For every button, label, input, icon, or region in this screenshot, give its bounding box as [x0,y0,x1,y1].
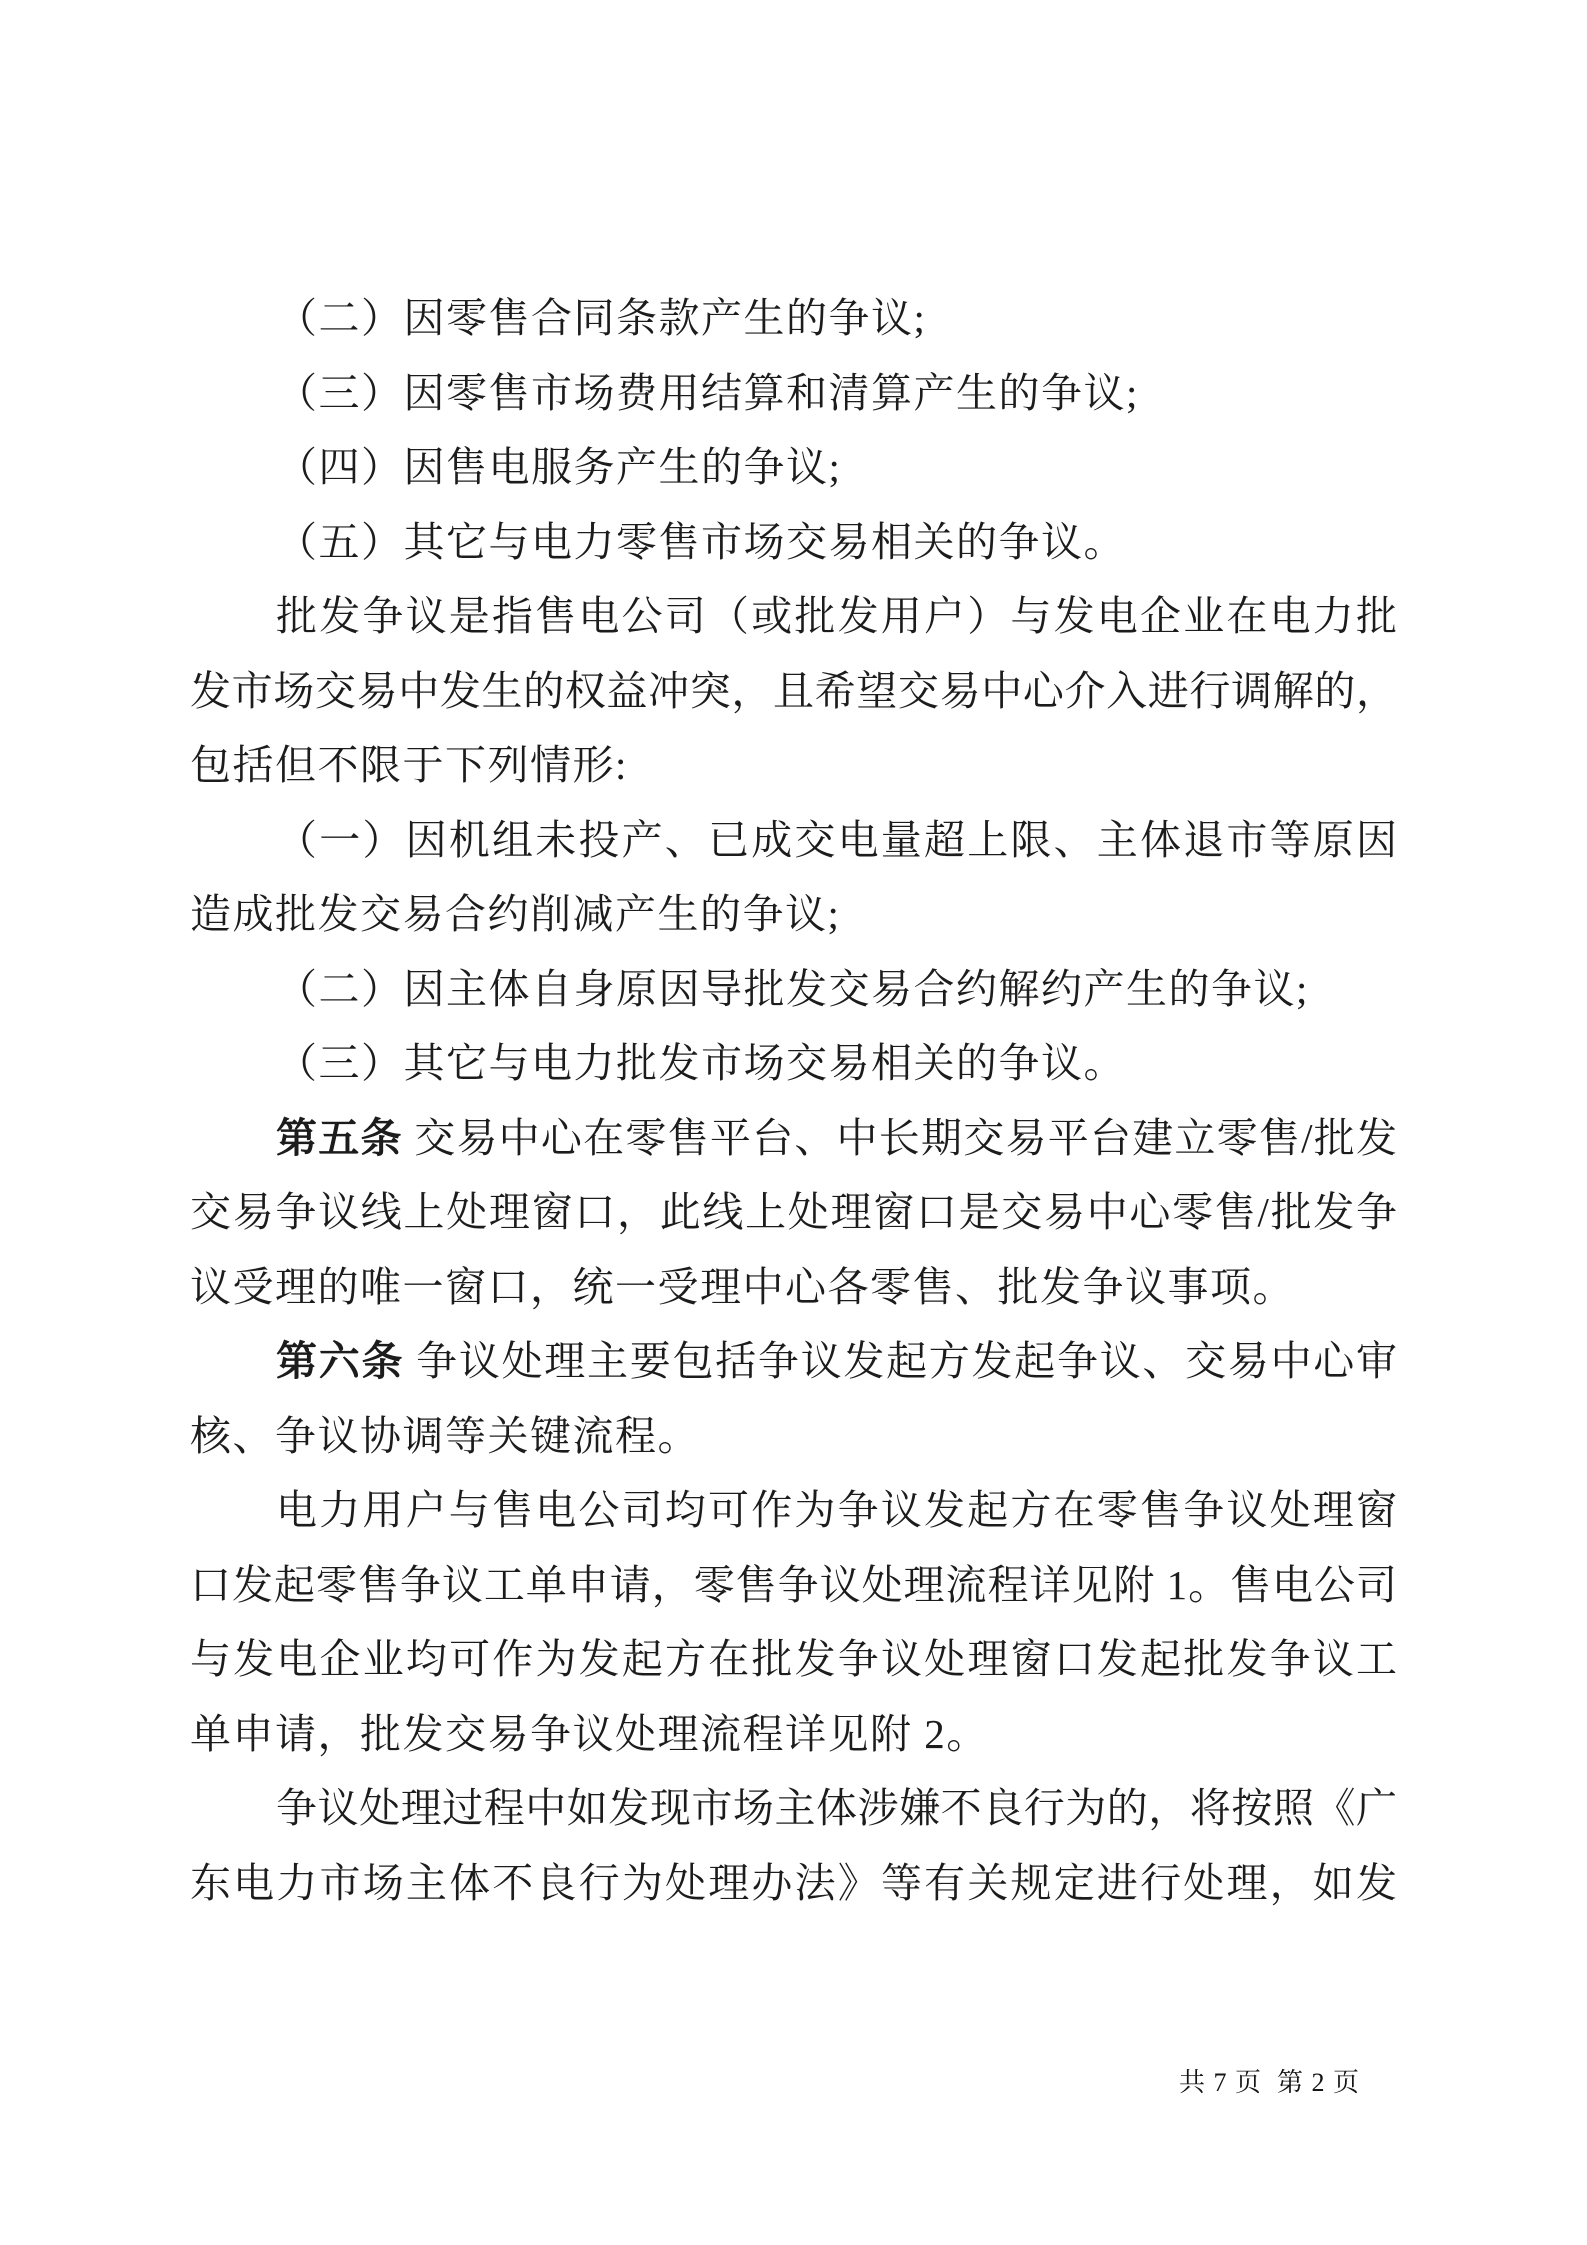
text-line: 包括但不限于下列情形: [190,742,628,788]
text-line: 东电力市场主体不良行为处理办法》等有关规定进行处理，如发 [190,1859,1397,1906]
text-line: 与发电企业均可作为发起方在批发争议处理窗口发起批发争议工 [190,1636,1397,1682]
text-line: 口发起零售争议工单申请，零售争议处理流程详见附 1。售电公司 [190,1561,1397,1608]
text-line: 交易争议线上处理窗口，此线上处理窗口是交易中心零售/批发争 [190,1189,1397,1235]
text-line: 电力用户与售电公司均可作为争议发起方在零售争议处理窗 [276,1487,1397,1533]
text-line: 核、争议协调等关键流程。 [190,1412,700,1459]
section-number-article-5: 第五条 [276,1114,403,1161]
text-line-body: 争议处理主要包括争议发起方发起争议、交易中心审 [404,1338,1398,1384]
text-line: （三）其它与电力批发市场交易相关的争议。 [276,1040,1126,1086]
text-line: 争议处理过程中如发现市场主体涉嫌不良行为的，将按照《广 [276,1785,1397,1831]
text-line: 单申请，批发交易争议处理流程详见附 2。 [190,1710,989,1757]
text-line-body: 交易中心在零售平台、中长期交易平台建立零售/批发 [402,1114,1398,1161]
text-line: （三）因零售市场费用结算和清算产生的争议; [276,369,1139,416]
text-line: 造成批发交易合约削减产生的争议; [190,891,841,937]
text-line [190,1101,1397,1176]
text-line: （四）因售电服务产生的争议; [276,444,842,490]
text-line: （五）其它与电力零售市场交易相关的争议。 [276,518,1126,565]
section-number-article-6: 第六条 [276,1338,405,1384]
page-footer: 共 7 页 第 2 页 [1178,2068,1360,2097]
text-line: 议受理的唯一窗口，统一受理中心各零售、批发争议事项。 [190,1263,1295,1310]
text-line: 发市场交易中发生的权益冲突，且希望交易中心介入进行调解的， [190,667,1397,714]
document-body [190,281,1397,1920]
text-line [190,1324,1397,1399]
text-line: （二）因零售合同条款产生的争议; [276,295,927,341]
text-line: 批发争议是指售电公司（或批发用户）与发电企业在电力批 [276,593,1397,639]
text-line: （一）因机组未投产、已成交电量超上限、主体退市等原因 [276,816,1397,863]
text-line: （二）因主体自身原因导批发交易合约解约产生的争议; [276,965,1309,1012]
